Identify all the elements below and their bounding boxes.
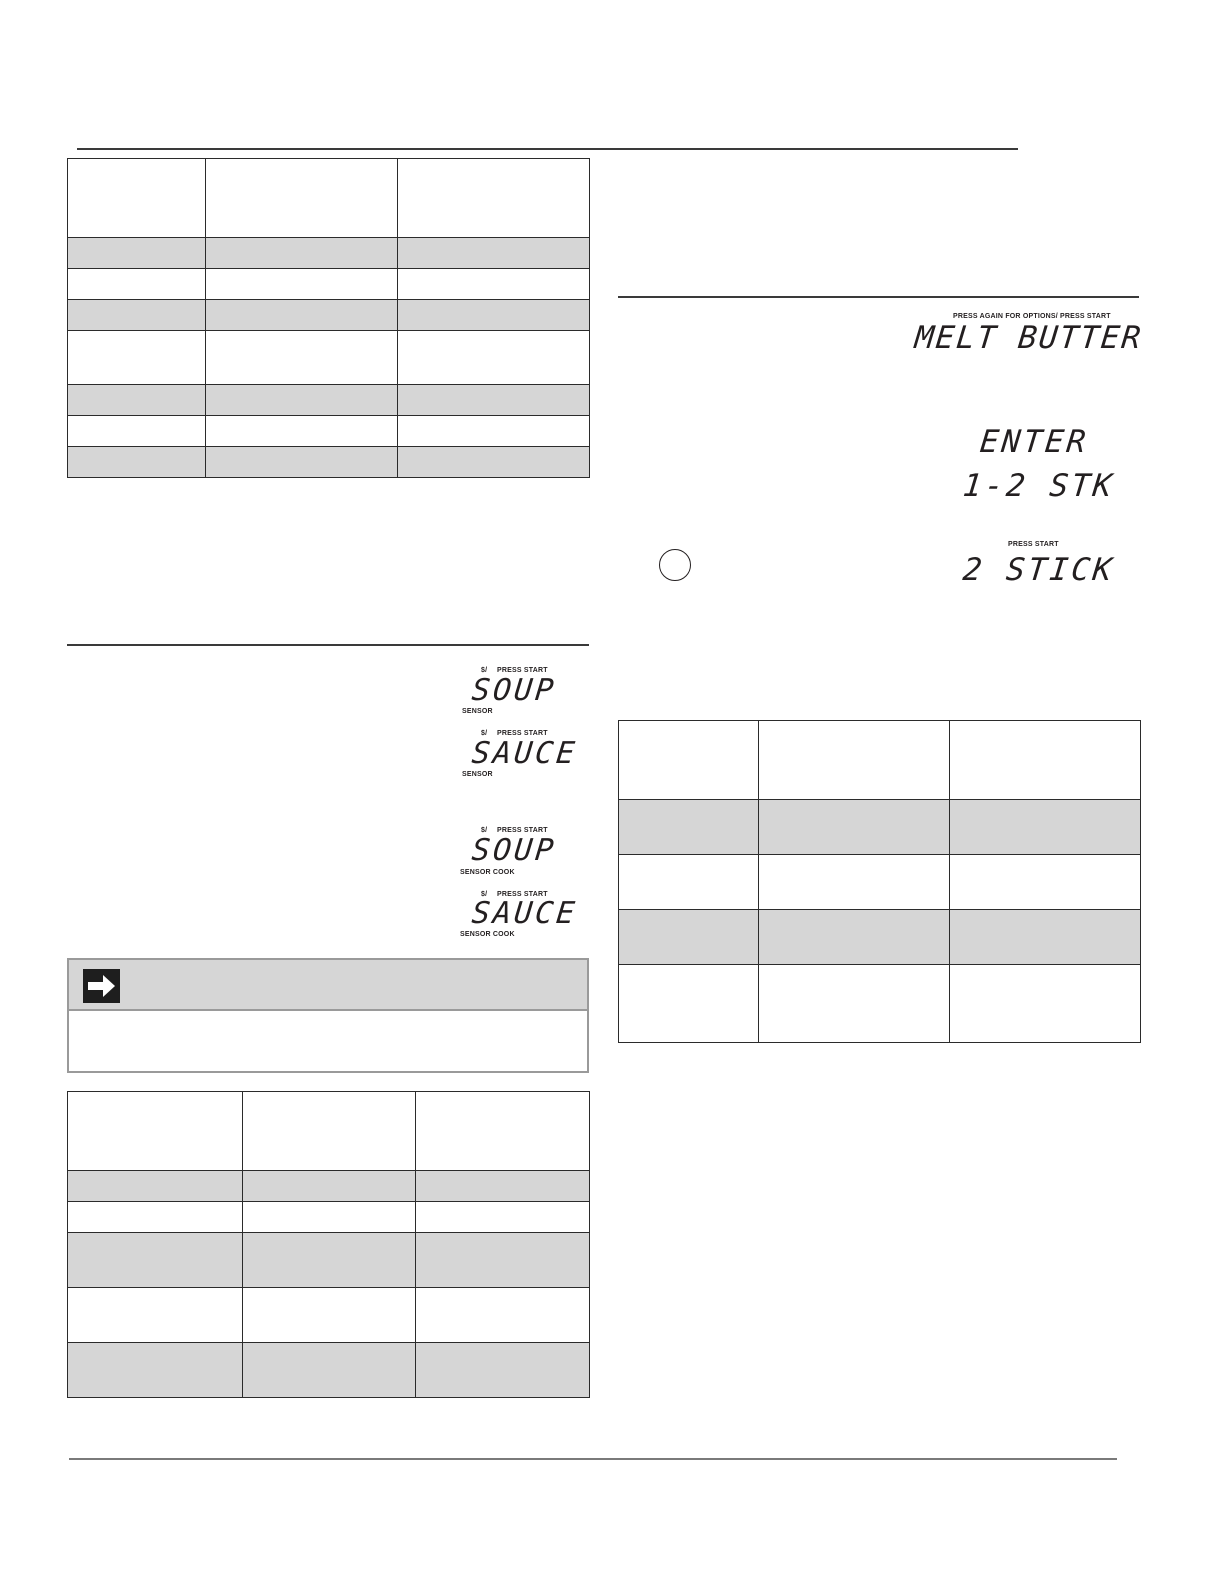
table-header-row — [619, 721, 1141, 800]
table-top-left — [67, 158, 590, 478]
note-box — [67, 958, 589, 1073]
table-row — [68, 1171, 590, 1202]
table-row — [68, 1233, 590, 1288]
dollar-label: $/ — [481, 827, 488, 834]
circle-button-icon — [659, 549, 691, 581]
sensor-cook-label: SENSOR COOK — [460, 869, 515, 876]
dollar-label: $/ — [481, 667, 488, 674]
table-header-row — [68, 1092, 590, 1171]
table-row — [68, 331, 590, 385]
lcd-text: SOUP — [470, 673, 559, 708]
table-row — [68, 1288, 590, 1343]
lcd-text: ENTER — [978, 424, 1091, 460]
top-rule — [77, 148, 1018, 150]
press-start-label: PRESS START — [497, 667, 548, 674]
right-section-rule — [618, 296, 1139, 298]
table-row — [68, 447, 590, 478]
sensor-label: SENSOR — [462, 771, 493, 778]
table-row — [68, 300, 590, 331]
press-start-label: PRESS START — [497, 730, 548, 737]
press-start-label: PRESS START — [497, 827, 548, 834]
sensor-cook-label: SENSOR COOK — [460, 931, 515, 938]
lcd-text: 2 STICK — [961, 552, 1117, 588]
table-right — [618, 720, 1141, 1043]
table-row — [619, 965, 1141, 1043]
table-row — [619, 800, 1141, 855]
lcd-text: SAUCE — [470, 736, 580, 771]
table-row — [619, 910, 1141, 965]
footer-rule — [69, 1458, 1117, 1460]
table-row — [68, 238, 590, 269]
lcd-text: MELT BUTTER — [913, 320, 1145, 356]
dollar-label: $/ — [481, 730, 488, 737]
lcd-text: 1-2 STK — [961, 468, 1117, 504]
sensor-label: SENSOR — [462, 708, 493, 715]
dollar-label: $/ — [481, 891, 488, 898]
table-row — [68, 1202, 590, 1233]
options-press-start-label: PRESS AGAIN FOR OPTIONS/ PRESS START — [953, 313, 1111, 320]
left-section-rule — [67, 644, 589, 646]
table-row — [68, 385, 590, 416]
table-bottom-left — [67, 1091, 590, 1398]
press-start-label: PRESS START — [497, 891, 548, 898]
table-row — [68, 269, 590, 300]
note-header — [69, 960, 587, 1011]
table-header-row — [68, 159, 590, 238]
table-row — [68, 416, 590, 447]
lcd-text: SAUCE — [470, 896, 580, 931]
table-row — [68, 1343, 590, 1398]
press-start-label: PRESS START — [1008, 541, 1059, 548]
table-row — [619, 855, 1141, 910]
lcd-text: SOUP — [470, 833, 559, 868]
arrow-right-icon — [83, 969, 120, 1003]
